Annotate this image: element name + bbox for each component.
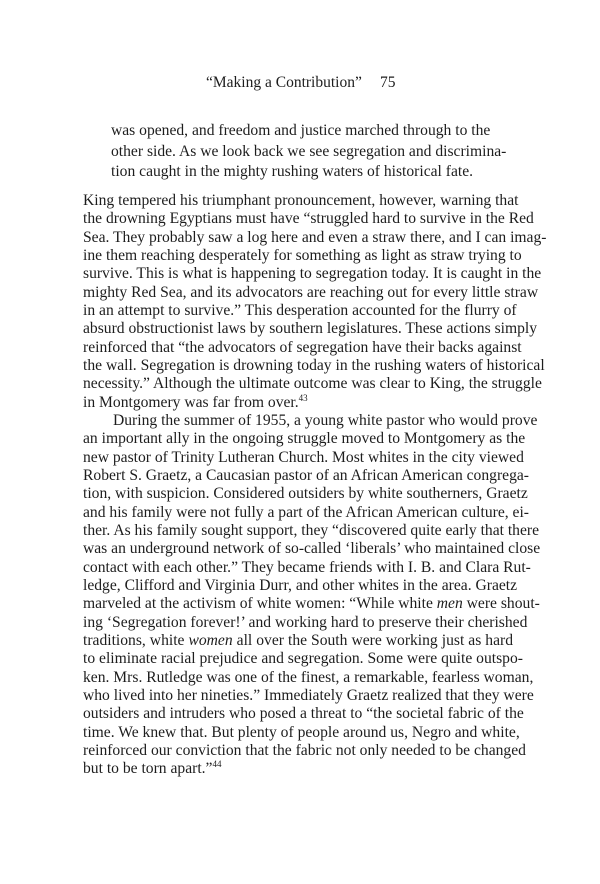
text-segment: survive. This is what is happening to segregation today. It is caught in the bbox=[83, 265, 542, 283]
text-segment: was opened, and freedom and justice marched through to the bbox=[111, 122, 491, 139]
text-segment: Robert S. Graetz, a Caucasian pastor of an African American congrega- bbox=[83, 466, 529, 484]
text-segment: in Montgomery was far from over. bbox=[83, 393, 299, 411]
text-segment: to eliminate racial prejudice and segregation. Some were quite outspo- bbox=[83, 650, 523, 668]
text-line bbox=[83, 741, 526, 760]
text-line bbox=[83, 613, 528, 632]
footnote-ref: 44 bbox=[212, 759, 222, 770]
text-segment: other side. As we look back we see segregation and discrimina- bbox=[111, 142, 507, 160]
text-segment: and his family were not fully a part of the African American culture, ei- bbox=[83, 503, 529, 521]
text-segment: but to be torn apart.” bbox=[83, 760, 213, 778]
italic-text: men bbox=[436, 595, 463, 613]
text-line bbox=[83, 394, 513, 412]
text-line bbox=[83, 375, 542, 393]
text-line bbox=[83, 265, 542, 283]
text-line bbox=[83, 228, 547, 247]
italic-text: women bbox=[188, 631, 233, 649]
text-segment: in an attempt to survive.” This desperation accounted for the flurry of bbox=[83, 301, 517, 319]
text-line bbox=[83, 210, 534, 228]
page-number: 75 bbox=[380, 74, 396, 91]
text-line bbox=[83, 503, 529, 522]
text-line bbox=[83, 540, 541, 558]
text-line bbox=[83, 558, 531, 577]
text-line bbox=[83, 650, 523, 668]
block-quote bbox=[111, 121, 507, 183]
text-line bbox=[83, 283, 539, 302]
text-segment: reinforced that “the advocators of segregation have their backs against bbox=[83, 338, 522, 356]
text-segment: new pastor of Trinity Lutheran Church. Most whites in the city viewed bbox=[83, 448, 524, 466]
text-line bbox=[83, 521, 540, 540]
text-segment: marveled at the activism of white women: “While white bbox=[83, 595, 437, 613]
text-segment: necessity.” Although the ultimate outcome was clear to King, the struggle bbox=[83, 375, 542, 393]
text-line bbox=[111, 142, 507, 163]
text-line bbox=[83, 595, 540, 613]
text-line bbox=[83, 411, 538, 430]
text-segment: tion, with suspicion. Considered outsiders by white southerners, Graetz bbox=[83, 485, 528, 503]
text-segment: mighty Red Sea, and its advocators are reaching out for every little straw bbox=[83, 283, 539, 301]
text-segment: ther. As his family sought support, they “discovered quite early that there bbox=[83, 521, 540, 539]
text-line bbox=[83, 320, 538, 338]
text-segment: Sea. They probably saw a log here and even a straw there, and I can imag- bbox=[83, 228, 547, 246]
text-segment: who lived into her nineties.” Immediately Graetz realized that they were bbox=[83, 686, 534, 704]
text-segment: outsiders and intruders who posed a threat to “the societal fabric of the bbox=[83, 705, 524, 723]
text-line bbox=[83, 301, 517, 320]
text-segment: was an underground network of so-called ‘liberals’ who maintained close bbox=[83, 540, 541, 558]
text-segment: all over the South were working just as hard bbox=[232, 631, 513, 649]
text-segment: absurd obstructionist laws by southern legislatures. These actions simply bbox=[83, 320, 538, 338]
text-line bbox=[83, 723, 520, 742]
text-line bbox=[83, 760, 513, 778]
text-line bbox=[83, 430, 526, 448]
text-line bbox=[83, 466, 529, 485]
text-segment: King tempered his triumphant pronouncement, however, warning that bbox=[83, 192, 519, 209]
body-text bbox=[83, 192, 547, 779]
text-segment: an important ally in the ongoing struggle moved to Montgomery as the bbox=[83, 430, 526, 448]
text-line bbox=[83, 338, 522, 357]
text-segment: tion caught in the mighty rushing waters of historical fate. bbox=[111, 163, 474, 180]
text-line bbox=[83, 356, 545, 375]
text-segment: the wall. Segregation is drowning today in the rushing waters of historical bbox=[83, 356, 545, 374]
text-line bbox=[83, 192, 519, 210]
text-line bbox=[111, 121, 489, 142]
text-segment: reinforced our conviction that the fabric not only needed to be changed bbox=[83, 741, 526, 759]
text-segment: ken. Mrs. Rutledge was one of the finest, a remarkable, fearless woman, bbox=[83, 668, 534, 686]
text-line bbox=[111, 162, 489, 183]
text-segment: traditions, white bbox=[83, 631, 189, 649]
text-segment: ine them reaching desperately for something as light as straw trying to bbox=[83, 246, 522, 264]
running-title: “Making a Contribution” bbox=[206, 74, 362, 91]
footnote-ref: 43 bbox=[298, 392, 308, 403]
text-line bbox=[83, 686, 534, 705]
text-segment: During the summer of 1955, a young white pastor who would prove bbox=[113, 411, 538, 429]
running-header bbox=[0, 74, 600, 94]
text-line bbox=[83, 246, 522, 265]
text-segment: contact with each other.” They became friends with I. B. and Clara Rut- bbox=[83, 558, 531, 576]
text-segment: time. We knew that. But plenty of people around us, Negro and white, bbox=[83, 723, 520, 741]
text-line bbox=[83, 576, 518, 595]
text-segment: ing ‘Segregation forever!’ and working hard to preserve their cherished bbox=[83, 613, 528, 631]
text-line bbox=[83, 485, 528, 503]
text-line bbox=[83, 705, 524, 723]
text-line bbox=[83, 632, 513, 650]
text-segment: the drowning Egyptians must have “struggled hard to survive in the Red bbox=[83, 210, 534, 228]
text-line bbox=[83, 668, 534, 687]
text-segment: were shout- bbox=[462, 595, 540, 613]
text-segment: ledge, Clifford and Virginia Durr, and other whites in the area. Graetz bbox=[83, 576, 518, 594]
text-line bbox=[83, 448, 524, 467]
